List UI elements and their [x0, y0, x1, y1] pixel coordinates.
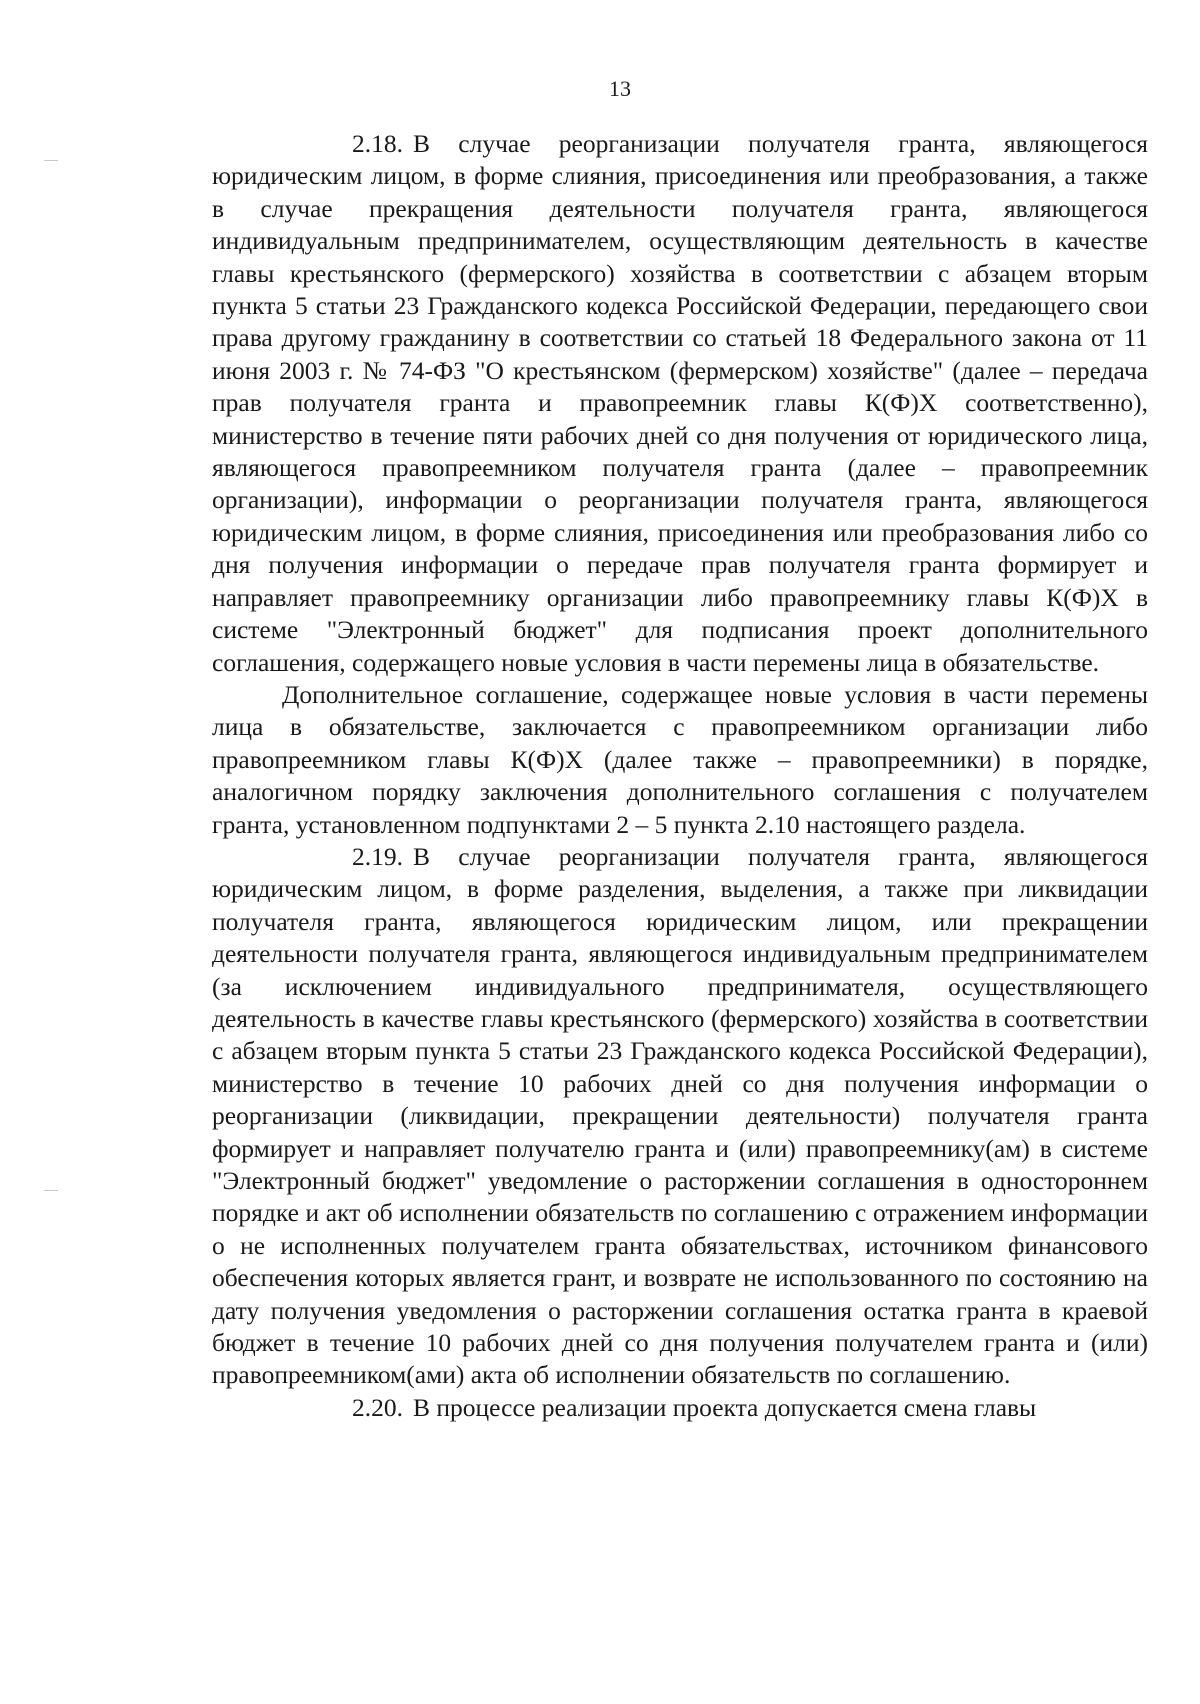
paragraph-2-18: [212, 128, 1148, 679]
paragraph-number: 2.18.: [352, 129, 403, 158]
paragraph-number: 2.19.: [352, 841, 403, 871]
paragraph-number: 2.20.: [352, 1392, 403, 1422]
paragraph-additional-agreement: [212, 679, 1148, 841]
paragraph-text: В случае реорганизации получателя гранта, являющегося юридическим лицом, в форме слияния, присоединения или преобразования, а также в случае прекращения деятельности получателя гранта, являющегося индивидуальным предпринимателем, осуществляющим деятельность в качестве главы крестьянского (фермерского) хозяйства в соответствии с абзацем вторым пункта 5 статьи 23 Гражданского кодекса Российской Федерации, передающего свои права другому гражданину в соответствии со статьей 18 Федерального закона от 11 июня 2003 г. № 74-ФЗ "О крестьянском (фермерском) хозяйстве" (далее – передача прав получателя гранта и правопреемник главы К(Ф)Х соответственно), министерство в течение пяти рабочих дней со дня получения от юридического лица, являющегося правопреемником получателя гранта (далее – правопреемник организации), информации о реорганизации получателя гранта, являющегося юридическим лицом, в форме слияния, присоединения или преобразования либо со дня получения информации о передаче прав получателя гранта формирует и направляет правопреемнику организации либо правопреемнику главы К(Ф)Х в системе "Электронный бюджет" для подписания проект дополнительного соглашения, содержащего новые условия в части перемены лица в обязательстве.: [212, 129, 1148, 677]
paragraph-2-20: [212, 1392, 1148, 1424]
paragraph-text: Дополнительное соглашение, содержащее новые условия в части перемены лица в обязательстве, заключается с правопреемником организации либо правопреемником главы К(Ф)Х (далее также – правопреемники) в порядке, аналогичном порядку заключения дополнительного соглашения с получателем гранта, установленном подпунктами 2 – 5 пункта 2.10 настоящего раздела.: [212, 679, 1148, 839]
scan-margin-mark: [44, 1190, 58, 1191]
document-body: [212, 128, 1148, 1424]
paragraph-text: В процессе реализации проекта допускается смена главы: [413, 1392, 1037, 1422]
paragraph-text: В случае реорганизации получателя гранта, являющегося юридическим лицом, в форме разделения, выделения, а также при ликвидации получателя гранта, являющегося юридическим лицом, или прекращении деятельности получателя гранта, являющегося индивидуальным предпринимателем (за исключением индивидуального предпринимателя, осуществляющего деятельность в качестве главы крестьянского (фермерского) хозяйства в соответствии с абзацем вторым пункта 5 статьи 23 Гражданского кодекса Российской Федерации), министерство в течение 10 рабочих дней со дня получения информации о реорганизации (ликвидации, прекращении деятельности) получателя гранта формирует и направляет получателю гранта и (или) правопреемнику(ам) в системе "Электронный бюджет" уведомление о расторжении соглашения в одностороннем порядке и акт об исполнении обязательств по соглашению с отражением информации о не исполненных получателем гранта обязательствах, источником финансового обеспечения которых является грант, и возврате не использованного по состоянию на дату получения уведомления о расторжении соглашения остатка гранта в краевой бюджет в течение 10 рабочих дней со дня получения получателем гранта и (или) правопреемником(ами) акта об исполнении обязательств по соглашению.: [212, 841, 1148, 1390]
scan-margin-mark: [44, 160, 58, 161]
page-number: 13: [609, 76, 631, 101]
paragraph-2-19: [212, 841, 1148, 1392]
